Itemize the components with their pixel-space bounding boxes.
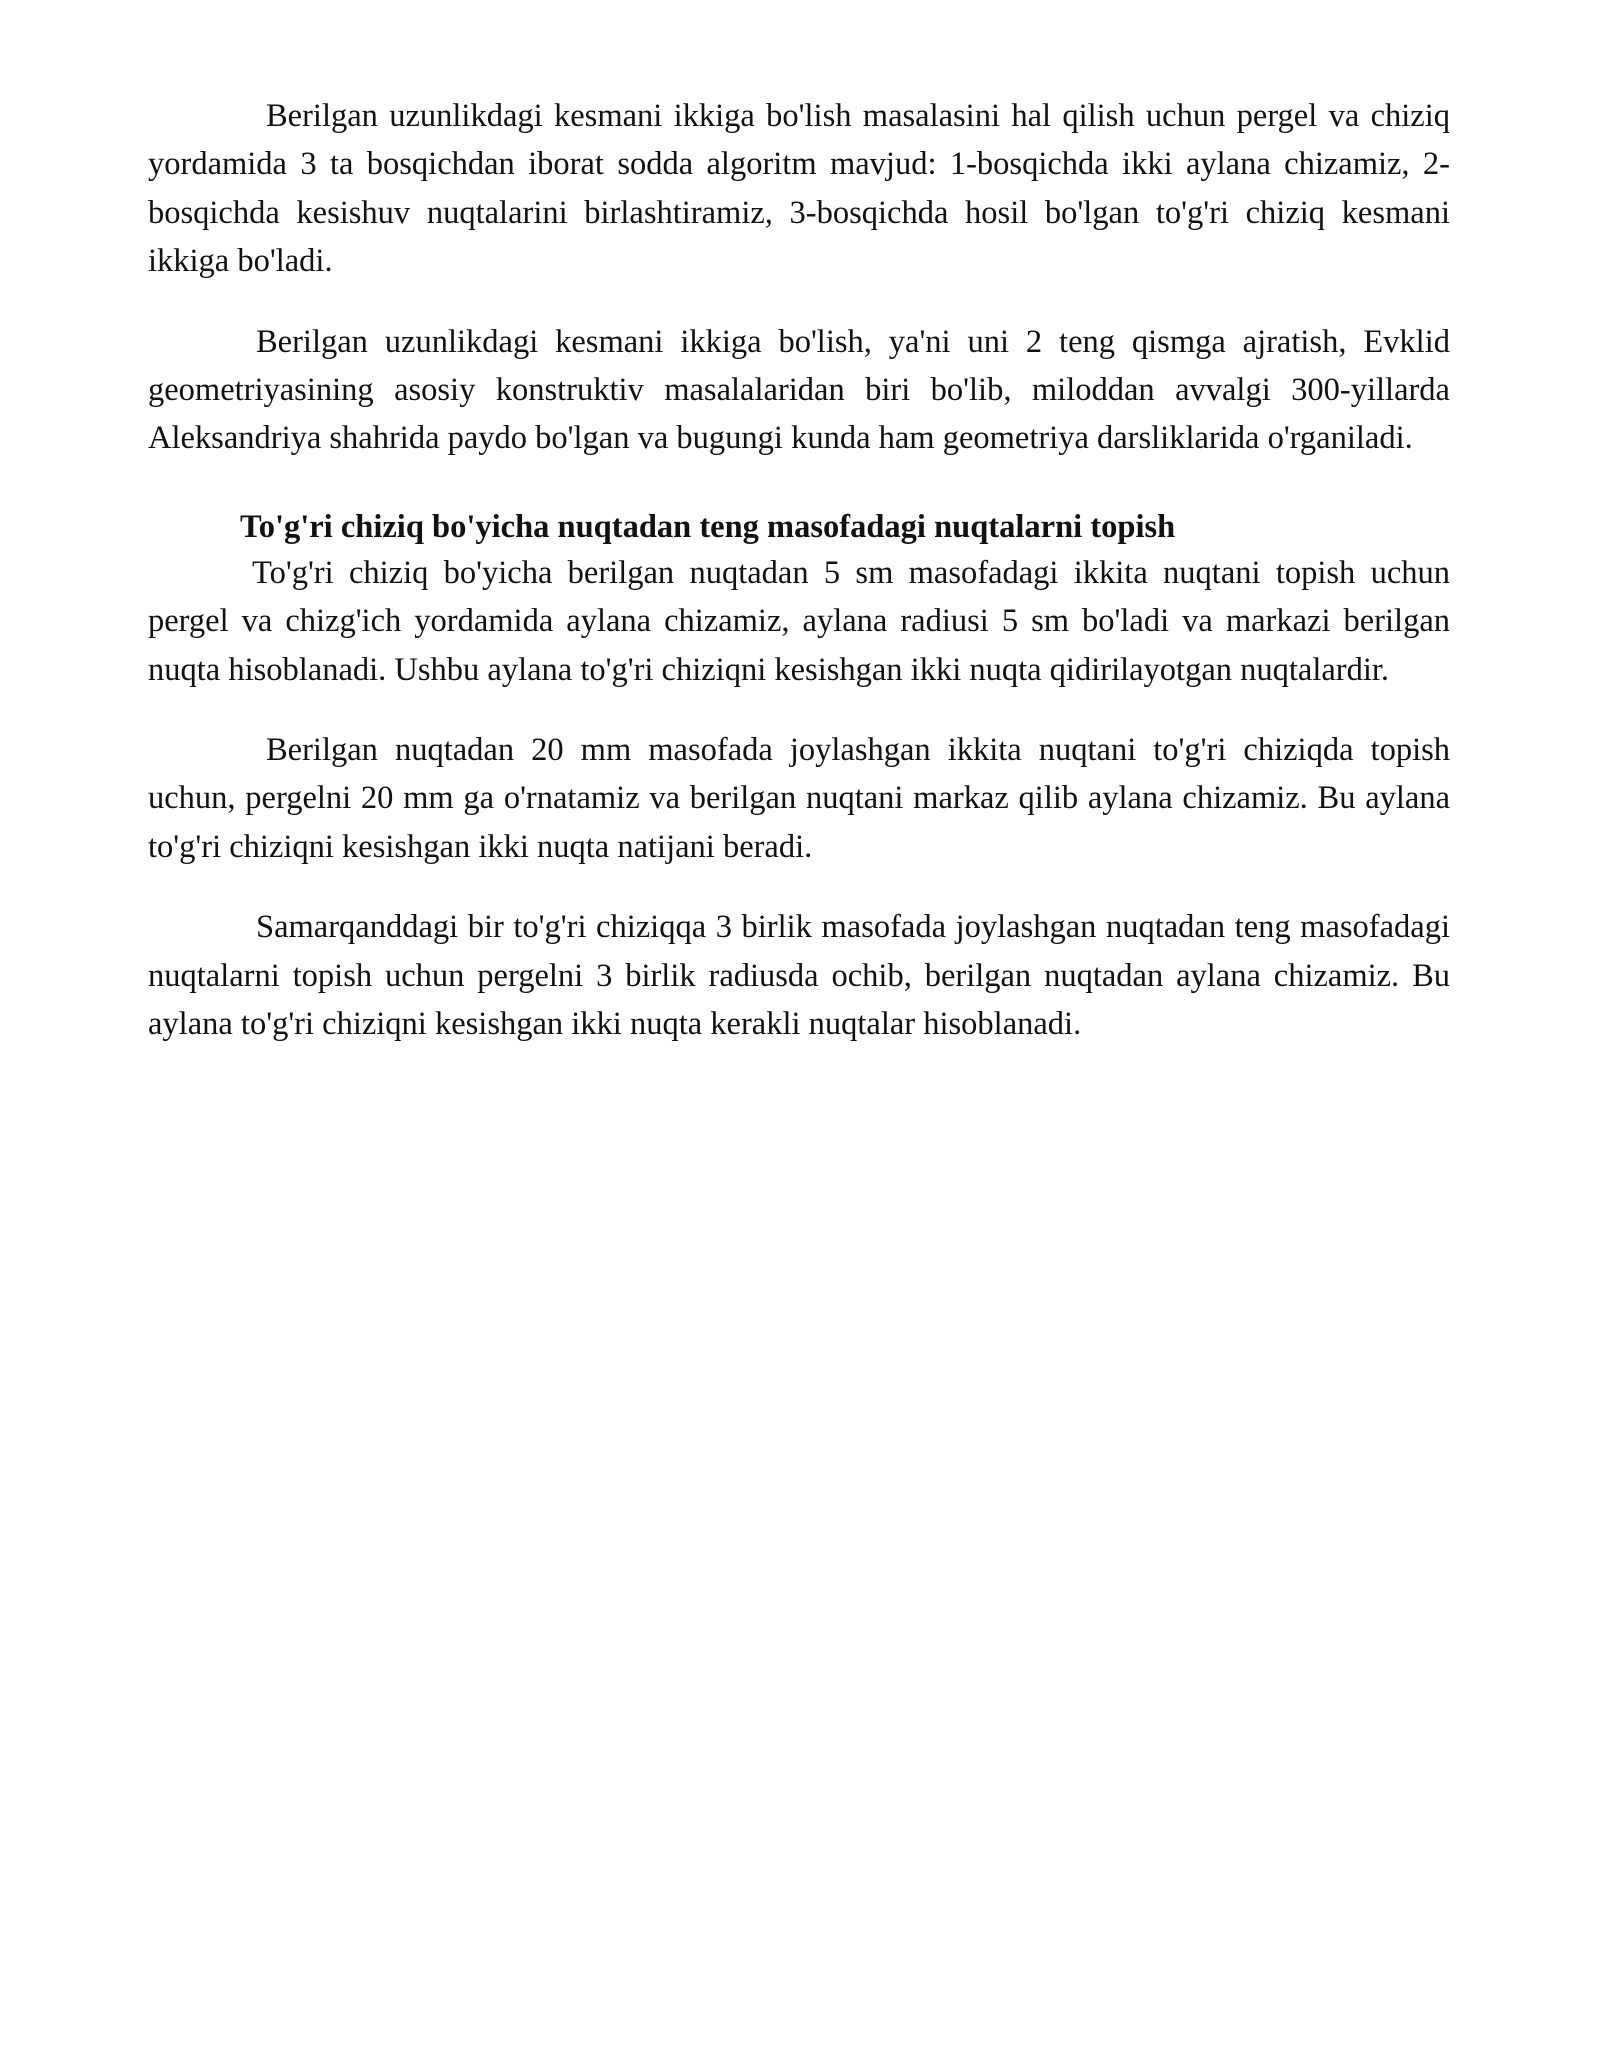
paragraph-segment-bisection-algorithm: Berilgan uzunlikdagi kesmani ikkiga bo'lish masalasini hal qilish uchun pergel va chiziq yordamida 3 ta bosqichdan iborat sodda algoritm mavjud: 1-bosqichda ikki aylana chizamiz, 2-bosqichda kesishuv nuqtalarini birlashtiramiz, 3-bosqichda hosil bo'lgan to'g'ri chiziq kesmani ikkiga bo'ladi. [148,98,1450,280]
paragraph-5cm-points: To'g'ri chiziq bo'yicha berilgan nuqtadan 5 sm masofadagi ikkita nuqtani topish uchun pergel va chizg'ich yordamida aylana chizamiz, aylana radiusi 5 sm bo'ladi va markazi berilgan nuqta hisoblanadi. Ushbu aylana to'g'ri chiziqni kesishgan ikki nuqta qidirilayotgan nuqtalardir. [148,554,1450,688]
paragraph-20mm-points: Berilgan nuqtadan 20 mm masofada joylashgan ikkita nuqtani to'g'ri chiziqda topish uchun, pergelni 20 mm ga o'rnatamiz va berilgan nuqtani markaz qilib aylana chizamiz. Bu aylana to'g'ri chiziqni kesishgan ikki nuqta natijani beradi. [148,732,1450,865]
paragraph-euclid-history: Berilgan uzunlikdagi kesmani ikkiga bo'lish, ya'ni uni 2 teng qismga ajratish, Evklid geometriyasining asosiy konstruktiv masalalaridan biri bo'lib, miloddan avvalgi 300-yillarda Aleksandriya shahrida paydo bo'lgan va bugungi kunda ham geometriya darsliklarida o'rganiladi. [148,323,1450,457]
section-heading: To'g'ri chiziq bo'yicha nuqtadan teng masofadagi nuqtalarni topish [240,508,1176,545]
paragraph-samarqand-example: Samarqanddagi bir to'g'ri chiziqqa 3 birlik masofada joylashgan nuqtadan teng masofadagi nuqtalarni topish uchun pergelni 3 birlik radiusda ochib, berilgan nuqtadan aylana chizamiz. Bu aylana to'g'ri chiziqni kesishgan ikki nuqta kerakli nuqtalar hisoblanadi. [148,909,1450,1043]
document-page [148,92,1450,1049]
